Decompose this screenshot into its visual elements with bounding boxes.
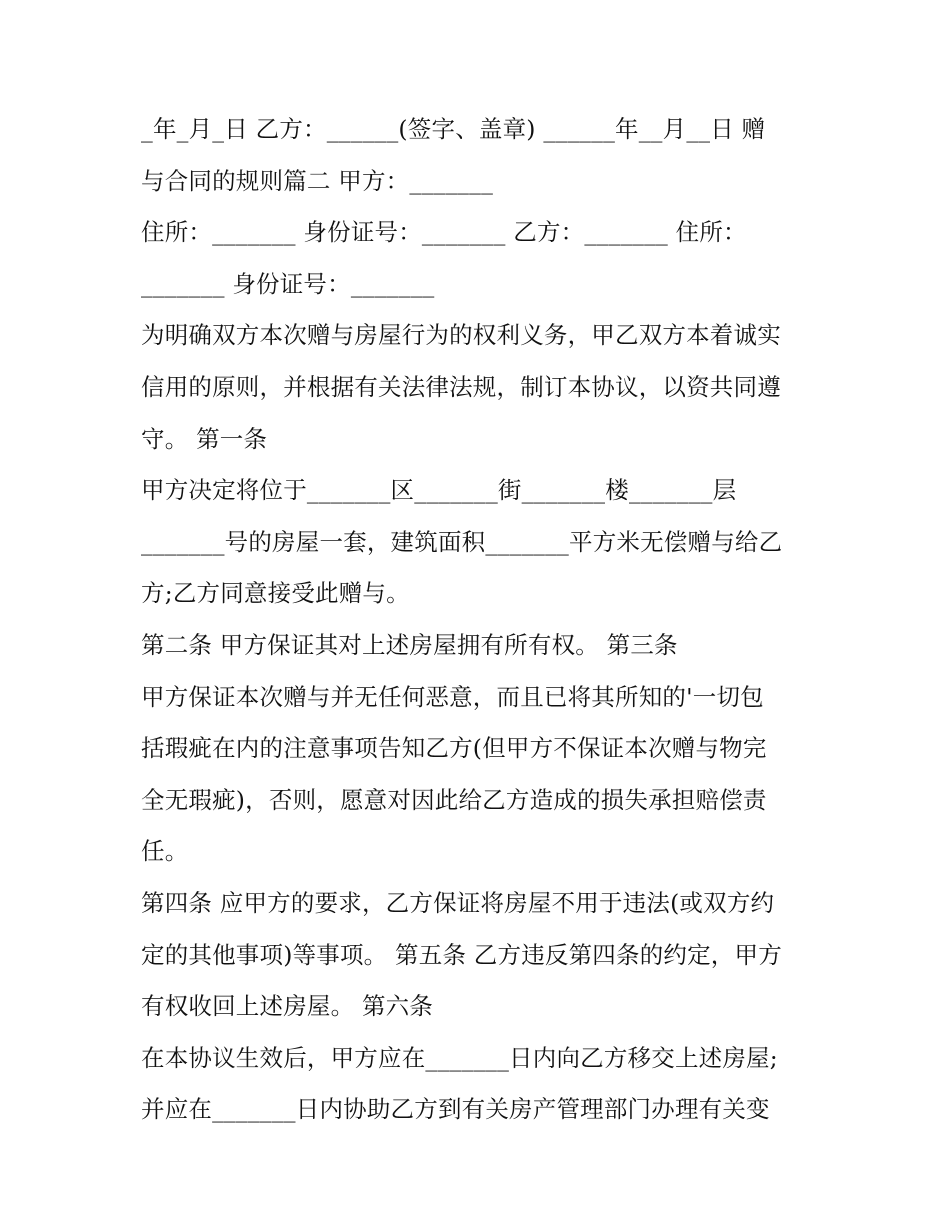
text-line: 信用的原则，并根据有关法律法规，制订本协议，以资共同遵 bbox=[141, 372, 781, 401]
text-line: 甲方决定将位于_______区_______街_______楼_______层 bbox=[141, 476, 737, 505]
text-line: 第二条 甲方保证其对上述房屋拥有所有权。 第三条 bbox=[141, 630, 678, 659]
text-line: 并应在_______日内协助乙方到有关房产管理部门办理有关变 bbox=[141, 1095, 770, 1124]
text-line: 定的其他事项)等事项。 第五条 乙方违反第四条的约定，甲方 bbox=[141, 940, 782, 969]
text-line: 与合同的规则篇二 甲方：_______ bbox=[141, 166, 494, 195]
text-line: 住所：_______ 身份证号：_______ 乙方：_______ 住所： bbox=[141, 218, 747, 247]
text-line: _年_月_日 乙方：______(签字、盖章) ______年__月__日 赠 bbox=[141, 115, 766, 143]
text-line: _______ 身份证号：_______ bbox=[141, 269, 435, 298]
text-line: 括瑕疵在内的注意事项告知乙方(但甲方不保证本次赠与物完 bbox=[141, 734, 767, 763]
text-line: 任。 bbox=[141, 837, 189, 866]
text-line: 甲方保证本次赠与并无任何恶意，而且已将其所知的'一切包 bbox=[141, 682, 764, 711]
text-line: 为明确双方本次赠与房屋行为的权利义务，甲乙双方本着诚实 bbox=[141, 321, 781, 350]
text-line: 全无瑕疵)，否则，愿意对因此给乙方造成的损失承担赔偿责 bbox=[141, 785, 767, 814]
text-line: _______号的房屋一套，建筑面积_______平方米无偿赠与给乙 bbox=[141, 527, 783, 556]
text-line: 第四条 应甲方的要求，乙方保证将房屋不用于违法(或双方约 bbox=[141, 888, 775, 917]
text-line: 方;乙方同意接受此赠与。 bbox=[141, 579, 410, 608]
text-line: 有权收回上述房屋。 第六条 bbox=[141, 992, 434, 1021]
text-line: 在本协议生效后，甲方应在_______日内向乙方移交上述房屋; bbox=[141, 1043, 778, 1072]
contract-text bbox=[141, 104, 821, 1136]
text-line: 守。 第一条 bbox=[141, 424, 268, 453]
